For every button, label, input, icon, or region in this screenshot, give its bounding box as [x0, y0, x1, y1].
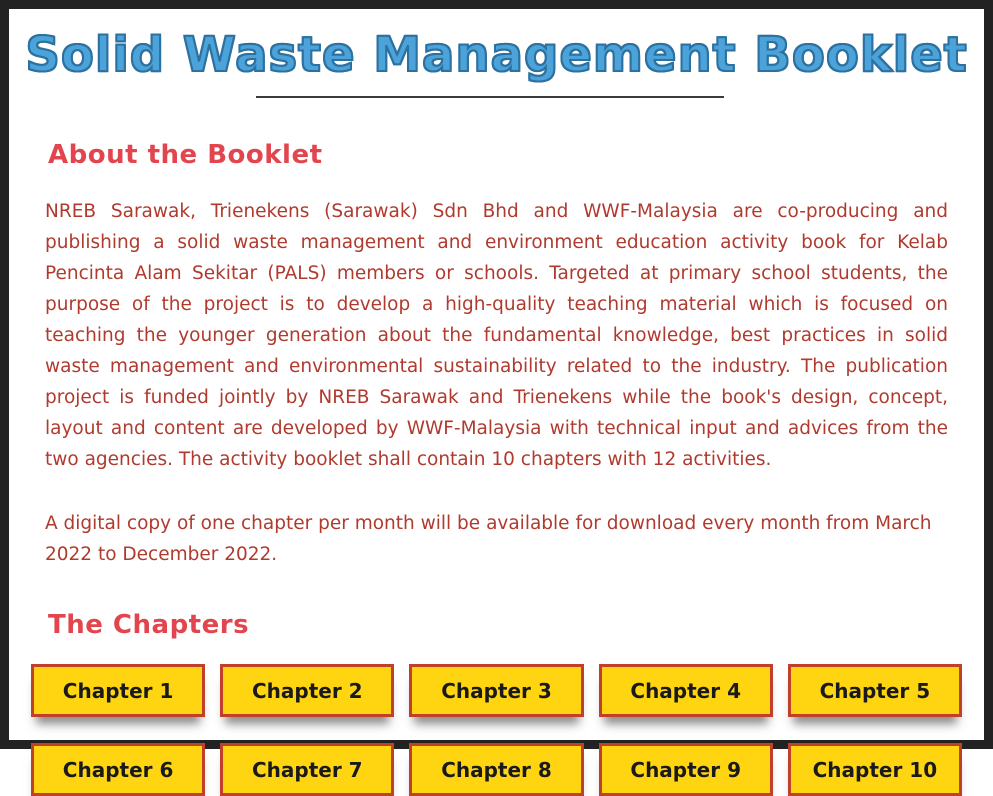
about-heading: About the Booklet: [48, 140, 323, 170]
download-schedule-paragraph: A digital copy of one chapter per month will be available for download every month from March 2022 to December 2022.: [45, 513, 932, 565]
chapter-5-button[interactable]: Chapter 5: [788, 664, 962, 717]
chapter-10-button[interactable]: Chapter 10: [788, 743, 962, 796]
about-paragraph: NREB Sarawak, Trienekens (Sarawak) Sdn Bhd and WWF-Malaysia are co-producing and publishing a solid waste management and environment education activity book for Kelab Pencinta Alam Sekitar (PALS) members or schools. Targeted at primary school students, the purpose of the project is to develop a high-quality teaching material which is focused on teaching the younger generation about the fundamental knowledge, best practices in solid waste management and environmental sustainability related to the industry. The publication project is funded jointly by NREB Sarawak and Trienekens while the book's design, concept, layout and content are developed by WWF-Malaysia with technical input and advices from the two agencies. The activity booklet shall contain 10 chapters with 12 activities.: [45, 201, 948, 470]
page-title: Solid Waste Management Booklet: [25, 27, 968, 83]
chapter-3-button[interactable]: Chapter 3: [409, 664, 583, 717]
chapter-6-button[interactable]: Chapter 6: [31, 743, 205, 796]
chapter-8-button[interactable]: Chapter 8: [409, 743, 583, 796]
title-underline: [256, 96, 724, 98]
chapter-grid: [31, 664, 962, 796]
chapter-7-button[interactable]: Chapter 7: [220, 743, 394, 796]
chapter-1-button[interactable]: Chapter 1: [31, 664, 205, 717]
chapter-4-button[interactable]: Chapter 4: [599, 664, 773, 717]
chapter-2-button[interactable]: Chapter 2: [220, 664, 394, 717]
chapters-heading: The Chapters: [48, 610, 250, 640]
chapter-9-button[interactable]: Chapter 9: [599, 743, 773, 796]
